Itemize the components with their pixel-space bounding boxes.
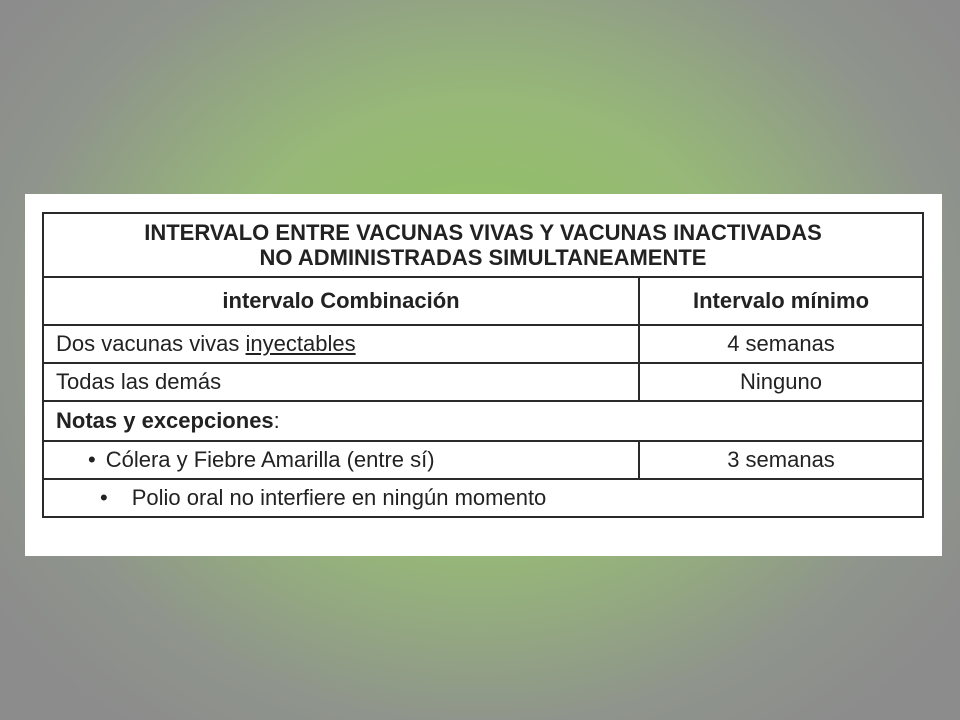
table-row xyxy=(43,325,923,363)
note-row xyxy=(43,479,923,517)
bullet-icon: • xyxy=(88,447,96,473)
combination-underlined-text: inyectables xyxy=(245,331,356,357)
notes-heading xyxy=(43,401,923,441)
note-cell xyxy=(43,479,923,517)
vaccine-interval-table xyxy=(42,212,924,518)
table-title-line-1: INTERVALO ENTRE VACUNAS VIVAS Y VACUNAS INACTIVADAS xyxy=(144,219,822,245)
bullet-icon: • xyxy=(100,485,108,511)
note-interval-cell: 3 semanas xyxy=(639,441,923,479)
notes-label: Notas y excepciones xyxy=(56,408,274,434)
notes-colon: : xyxy=(273,408,280,434)
note-row xyxy=(43,441,923,479)
note-cell xyxy=(43,441,639,479)
interval-cell: 4 semanas xyxy=(639,325,923,363)
table-header-row xyxy=(43,277,923,325)
slide-content-panel xyxy=(25,194,942,556)
table-row xyxy=(43,363,923,401)
note-text: Polio oral no interfiere en ningún momento xyxy=(131,485,547,511)
table-title xyxy=(43,213,923,277)
header-min-interval: Intervalo mínimo xyxy=(639,277,923,325)
interval-cell: Ninguno xyxy=(639,363,923,401)
notes-heading-row xyxy=(43,401,923,441)
combination-cell xyxy=(43,325,639,363)
combination-cell xyxy=(43,363,639,401)
combination-text: Dos vacunas vivas xyxy=(56,331,246,357)
header-combination: intervalo Combinación xyxy=(43,277,639,325)
table-title-line-2: NO ADMINISTRADAS SIMULTANEAMENTE xyxy=(259,245,707,270)
table-title-row xyxy=(43,213,923,277)
combination-text: Todas las demás xyxy=(56,369,222,395)
note-text: Cólera y Fiebre Amarilla (entre sí) xyxy=(105,447,435,473)
